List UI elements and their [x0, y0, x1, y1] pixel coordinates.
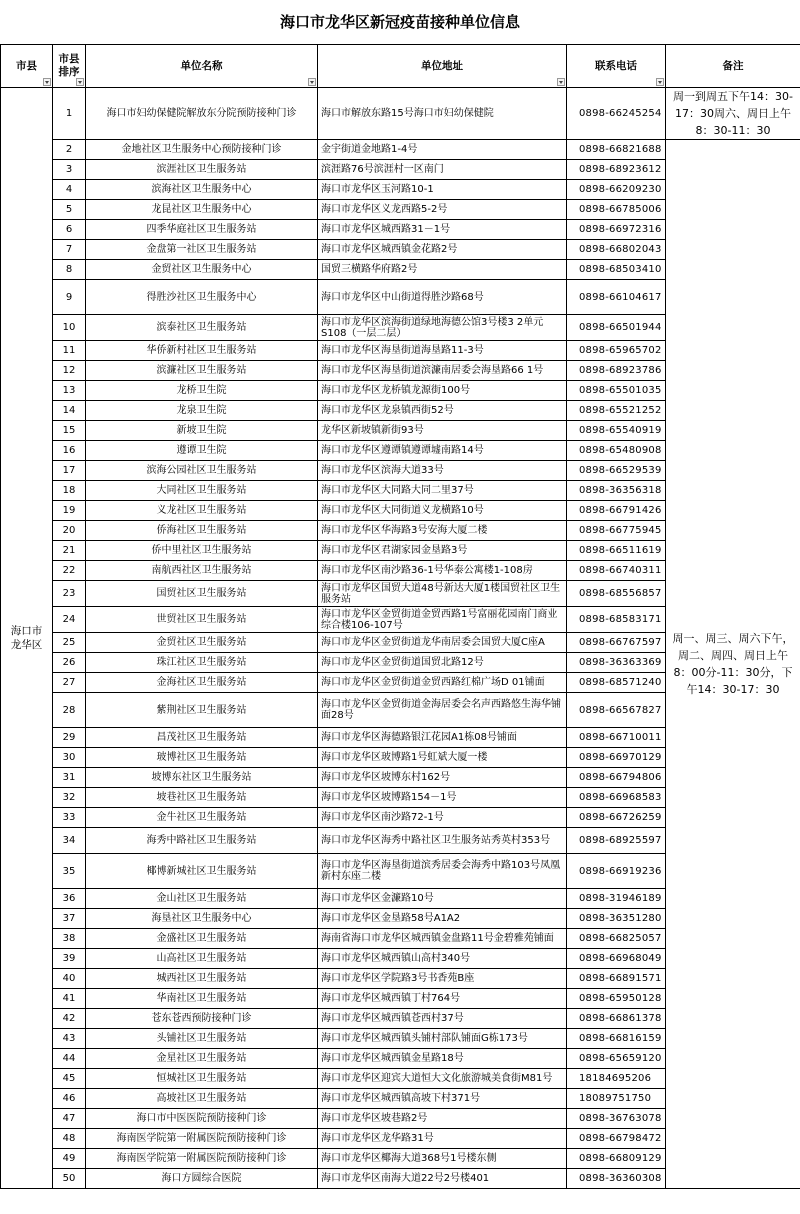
unit-address-cell: 海口市龙华区金濂路10号	[318, 889, 567, 909]
unit-name-cell: 金盘第一社区卫生服务站	[86, 240, 318, 260]
phone-cell: 0898-66794806	[567, 768, 666, 788]
unit-name-cell: 遵谭卫生院	[86, 441, 318, 461]
phone-cell: 0898-66861378	[567, 1009, 666, 1029]
phone-cell: 0898-66919236	[567, 854, 666, 889]
unit-address-cell: 海口市龙华区坡博东村162号	[318, 768, 567, 788]
unit-name-cell: 恒城社区卫生服务站	[86, 1069, 318, 1089]
header-name[interactable]: 单位名称	[86, 45, 318, 88]
header-county[interactable]: 市县	[1, 45, 53, 88]
unit-name-cell: 国贸社区卫生服务站	[86, 581, 318, 607]
filter-dropdown-icon[interactable]	[308, 78, 316, 86]
rank-cell: 22	[53, 561, 86, 581]
rank-cell: 40	[53, 969, 86, 989]
phone-cell: 0898-68923612	[567, 160, 666, 180]
unit-name-cell: 高坡社区卫生服务站	[86, 1089, 318, 1109]
unit-name-cell: 义龙社区卫生服务站	[86, 501, 318, 521]
unit-address-cell: 海口市龙华区玉河路10-1	[318, 180, 567, 200]
phone-cell: 0898-36763078	[567, 1109, 666, 1129]
unit-address-cell: 金宇街道金地路1-4号	[318, 140, 567, 160]
rank-cell: 41	[53, 989, 86, 1009]
phone-cell: 0898-65501035	[567, 381, 666, 401]
unit-name-cell: 滨濂社区卫生服务站	[86, 361, 318, 381]
rank-cell: 28	[53, 693, 86, 728]
unit-address-cell: 海口市龙华区海垦街道滨濂南居委会海垦路66 1号	[318, 361, 567, 381]
phone-cell: 0898-68556857	[567, 581, 666, 607]
phone-cell: 0898-66972316	[567, 220, 666, 240]
rank-cell: 14	[53, 401, 86, 421]
phone-cell: 0898-66968049	[567, 949, 666, 969]
phone-cell: 0898-36356318	[567, 481, 666, 501]
phone-cell: 0898-36360308	[567, 1169, 666, 1189]
rank-cell: 4	[53, 180, 86, 200]
phone-cell: 0898-66529539	[567, 461, 666, 481]
phone-cell: 0898-66511619	[567, 541, 666, 561]
unit-name-cell: 滨海公园社区卫生服务站	[86, 461, 318, 481]
rank-cell: 11	[53, 341, 86, 361]
rank-cell: 7	[53, 240, 86, 260]
rank-cell: 34	[53, 828, 86, 854]
rank-cell: 25	[53, 633, 86, 653]
unit-name-cell: 海口方圆综合医院	[86, 1169, 318, 1189]
unit-name-cell: 金海社区卫生服务站	[86, 673, 318, 693]
note-cell-schedule: 周一、周三、周六下午，周二、周四、周日上午8：00分-11：30分，下午14：30-17：30	[666, 140, 800, 1189]
unit-name-cell: 山高社区卫生服务站	[86, 949, 318, 969]
unit-address-cell: 海口市解放东路15号海口市妇幼保健院	[318, 88, 567, 140]
rank-cell: 36	[53, 889, 86, 909]
unit-name-cell: 龙昆社区卫生服务中心	[86, 200, 318, 220]
filter-dropdown-icon[interactable]	[656, 78, 664, 86]
unit-address-cell: 海口市龙华区金贸街道金贸西路1号富丽花园南门商业综合楼106-107号	[318, 607, 567, 633]
header-phone[interactable]: 联系电话	[567, 45, 666, 88]
unit-name-cell: 滨泰社区卫生服务站	[86, 315, 318, 341]
phone-cell: 0898-66567827	[567, 693, 666, 728]
rank-cell: 8	[53, 260, 86, 280]
unit-address-cell: 海口市龙华区中山街道得胜沙路68号	[318, 280, 567, 315]
rank-cell: 12	[53, 361, 86, 381]
unit-name-cell: 海口市中医医院预防接种门诊	[86, 1109, 318, 1129]
phone-cell: 0898-66104617	[567, 280, 666, 315]
unit-address-cell: 滨涯路76号滨涯村一区南门	[318, 160, 567, 180]
unit-address-cell: 海口市龙华区金贸街道金贸西路红棉广场D 01铺面	[318, 673, 567, 693]
unit-name-cell: 得胜沙社区卫生服务中心	[86, 280, 318, 315]
rank-cell: 2	[53, 140, 86, 160]
phone-cell: 0898-66726259	[567, 808, 666, 828]
unit-address-cell: 海口市龙华区玻博路1号虹斌大厦一楼	[318, 748, 567, 768]
phone-cell: 0898-68583171	[567, 607, 666, 633]
unit-name-cell: 华南社区卫生服务站	[86, 989, 318, 1009]
unit-name-cell: 头铺社区卫生服务站	[86, 1029, 318, 1049]
rank-cell: 48	[53, 1129, 86, 1149]
header-rank[interactable]: 市县 排序	[53, 45, 86, 88]
phone-cell: 0898-36351280	[567, 909, 666, 929]
unit-address-cell: 海口市龙华区金贸街道国贸北路12号	[318, 653, 567, 673]
unit-address-cell: 龙华区新坡镇新街93号	[318, 421, 567, 441]
filter-dropdown-icon[interactable]	[557, 78, 565, 86]
unit-address-cell: 海口市龙华区海垦街道滨秀居委会海秀中路103号凤凰新村东座二楼	[318, 854, 567, 889]
phone-cell: 0898-66809129	[567, 1149, 666, 1169]
unit-address-cell: 海口市龙华区海垦街道海垦路11-3号	[318, 341, 567, 361]
vaccination-sites-table	[0, 44, 800, 1189]
unit-name-cell: 坡博东社区卫生服务站	[86, 768, 318, 788]
unit-address-cell: 海口市龙华区南沙路72-1号	[318, 808, 567, 828]
rank-cell: 50	[53, 1169, 86, 1189]
phone-cell: 0898-65659120	[567, 1049, 666, 1069]
phone-cell: 0898-66825057	[567, 929, 666, 949]
unit-name-cell: 金贸社区卫生服务站	[86, 633, 318, 653]
phone-cell: 0898-66891571	[567, 969, 666, 989]
phone-cell: 0898-66970129	[567, 748, 666, 768]
phone-cell: 0898-66740311	[567, 561, 666, 581]
unit-address-cell: 国贸三横路华府路2号	[318, 260, 567, 280]
header-address[interactable]: 单位地址	[318, 45, 567, 88]
unit-address-cell: 海口市龙华区大同街道义龙横路10号	[318, 501, 567, 521]
unit-address-cell: 海口市龙华区华海路3号安海大厦二楼	[318, 521, 567, 541]
rank-cell: 5	[53, 200, 86, 220]
phone-cell: 18184695206	[567, 1069, 666, 1089]
filter-dropdown-icon[interactable]	[76, 78, 84, 86]
county-cell: 海口市 龙华区	[1, 88, 53, 1189]
unit-address-cell: 海口市龙华区海秀中路社区卫生服务站秀英村353号	[318, 828, 567, 854]
unit-address-cell: 海口市龙华区遵谭镇遵谭墟南路14号	[318, 441, 567, 461]
rank-cell: 33	[53, 808, 86, 828]
unit-name-cell: 海垦社区卫生服务中心	[86, 909, 318, 929]
phone-cell: 0898-66802043	[567, 240, 666, 260]
rank-cell: 18	[53, 481, 86, 501]
rank-cell: 46	[53, 1089, 86, 1109]
unit-address-cell: 海口市龙华区龙桥镇龙源街100号	[318, 381, 567, 401]
phone-cell: 0898-68503410	[567, 260, 666, 280]
unit-name-cell: 金盛社区卫生服务站	[86, 929, 318, 949]
unit-address-cell: 海口市龙华区大同路大同二里37号	[318, 481, 567, 501]
rank-cell: 26	[53, 653, 86, 673]
unit-name-cell: 椰博新城社区卫生服务站	[86, 854, 318, 889]
header-note[interactable]: 备注	[666, 45, 800, 88]
unit-address-cell: 海口市龙华区城西镇山高村340号	[318, 949, 567, 969]
unit-name-cell: 海南医学院第一附属医院预防接种门诊	[86, 1149, 318, 1169]
rank-cell: 37	[53, 909, 86, 929]
unit-name-cell: 海口市妇幼保健院解放东分院预防接种门诊	[86, 88, 318, 140]
phone-cell: 0898-65540919	[567, 421, 666, 441]
phone-cell: 0898-65521252	[567, 401, 666, 421]
rank-cell: 9	[53, 280, 86, 315]
rank-cell: 45	[53, 1069, 86, 1089]
rank-cell: 6	[53, 220, 86, 240]
table-row	[1, 140, 800, 160]
unit-name-cell: 海南医学院第一附属医院预防接种门诊	[86, 1129, 318, 1149]
unit-address-cell: 海口市龙华区坡巷路2号	[318, 1109, 567, 1129]
rank-cell: 42	[53, 1009, 86, 1029]
phone-cell: 0898-66785006	[567, 200, 666, 220]
unit-address-cell: 海口市龙华区迎宾大道恒大文化旅游城美食街M81号	[318, 1069, 567, 1089]
phone-cell: 0898-65950128	[567, 989, 666, 1009]
unit-name-cell: 海秀中路社区卫生服务站	[86, 828, 318, 854]
phone-cell: 0898-66816159	[567, 1029, 666, 1049]
unit-name-cell: 玻博社区卫生服务站	[86, 748, 318, 768]
unit-address-cell: 海口市龙华区城西镇金花路2号	[318, 240, 567, 260]
rank-cell: 3	[53, 160, 86, 180]
rank-cell: 31	[53, 768, 86, 788]
rank-cell: 17	[53, 461, 86, 481]
unit-address-cell: 海口市龙华区南海大道22号2号楼401	[318, 1169, 567, 1189]
unit-address-cell: 海口市龙华区义龙西路5-2号	[318, 200, 567, 220]
unit-name-cell: 金山社区卫生服务站	[86, 889, 318, 909]
unit-name-cell: 侨中里社区卫生服务站	[86, 541, 318, 561]
unit-address-cell: 海口市龙华区滨海街道绿地海德公馆3号楼3 2单元S108（一层二层）	[318, 315, 567, 341]
unit-name-cell: 世贸社区卫生服务站	[86, 607, 318, 633]
phone-cell: 0898-66245254	[567, 88, 666, 140]
unit-name-cell: 坡巷社区卫生服务站	[86, 788, 318, 808]
phone-cell: 0898-66968583	[567, 788, 666, 808]
unit-name-cell: 华侨新村社区卫生服务站	[86, 341, 318, 361]
rank-cell: 29	[53, 728, 86, 748]
rank-cell: 19	[53, 501, 86, 521]
unit-address-cell: 海口市龙华区学院路3号书香苑B座	[318, 969, 567, 989]
unit-name-cell: 龙泉卫生院	[86, 401, 318, 421]
phone-cell: 18089751750	[567, 1089, 666, 1109]
unit-address-cell: 海南省海口市龙华区城西镇金盘路11号金碧雅苑铺面	[318, 929, 567, 949]
unit-address-cell: 海口市龙华区坡博路154－1号	[318, 788, 567, 808]
unit-address-cell: 海口市龙华区城西镇苍西村37号	[318, 1009, 567, 1029]
unit-name-cell: 金地社区卫生服务中心预防接种门诊	[86, 140, 318, 160]
unit-name-cell: 金星社区卫生服务站	[86, 1049, 318, 1069]
phone-cell: 0898-36363369	[567, 653, 666, 673]
phone-cell: 0898-66710011	[567, 728, 666, 748]
rank-cell: 44	[53, 1049, 86, 1069]
phone-cell: 0898-66209230	[567, 180, 666, 200]
table-row	[1, 88, 800, 140]
rank-cell: 23	[53, 581, 86, 607]
rank-cell: 47	[53, 1109, 86, 1129]
unit-address-cell: 海口市龙华区金贸街道龙华南居委会国贸大厦C座A	[318, 633, 567, 653]
rank-cell: 1	[53, 88, 86, 140]
phone-cell: 0898-68923786	[567, 361, 666, 381]
unit-name-cell: 金贸社区卫生服务中心	[86, 260, 318, 280]
rank-cell: 49	[53, 1149, 86, 1169]
phone-cell: 0898-31946189	[567, 889, 666, 909]
phone-cell: 0898-66791426	[567, 501, 666, 521]
unit-name-cell: 四季华庭社区卫生服务站	[86, 220, 318, 240]
unit-name-cell: 滨海社区卫生服务中心	[86, 180, 318, 200]
unit-address-cell: 海口市龙华区金贸街道金海居委会名声西路悠生海华铺面28号	[318, 693, 567, 728]
unit-address-cell: 海口市龙华区城西镇高坡下村371号	[318, 1089, 567, 1109]
unit-address-cell: 海口市龙华区椰海大道368号1号楼东侧	[318, 1149, 567, 1169]
unit-name-cell: 苍东苍西预防接种门诊	[86, 1009, 318, 1029]
unit-name-cell: 龙桥卫生院	[86, 381, 318, 401]
unit-address-cell: 海口市龙华区海德路银江花园A1栋08号铺面	[318, 728, 567, 748]
unit-address-cell: 海口市龙华区城西镇金星路18号	[318, 1049, 567, 1069]
phone-cell: 0898-66775945	[567, 521, 666, 541]
phone-cell: 0898-65965702	[567, 341, 666, 361]
unit-name-cell: 新坡卫生院	[86, 421, 318, 441]
unit-address-cell: 海口市龙华区滨海大道33号	[318, 461, 567, 481]
unit-address-cell: 海口市龙华区龙华路31号	[318, 1129, 567, 1149]
phone-cell: 0898-66767597	[567, 633, 666, 653]
rank-cell: 24	[53, 607, 86, 633]
unit-name-cell: 南航西社区卫生服务站	[86, 561, 318, 581]
unit-address-cell: 海口市龙华区君湖家园金垦路3号	[318, 541, 567, 561]
rank-cell: 27	[53, 673, 86, 693]
unit-name-cell: 金牛社区卫生服务站	[86, 808, 318, 828]
phone-cell: 0898-68925597	[567, 828, 666, 854]
unit-name-cell: 滨涯社区卫生服务站	[86, 160, 318, 180]
unit-name-cell: 侨海社区卫生服务站	[86, 521, 318, 541]
unit-address-cell: 海口市龙华区南沙路36-1号华泰公寓楼1-108房	[318, 561, 567, 581]
rank-cell: 35	[53, 854, 86, 889]
rank-cell: 43	[53, 1029, 86, 1049]
header-row	[1, 45, 800, 88]
unit-name-cell: 城西社区卫生服务站	[86, 969, 318, 989]
rank-cell: 39	[53, 949, 86, 969]
rank-cell: 30	[53, 748, 86, 768]
unit-address-cell: 海口市龙华区龙泉镇西街52号	[318, 401, 567, 421]
rank-cell: 20	[53, 521, 86, 541]
rank-cell: 16	[53, 441, 86, 461]
phone-cell: 0898-66798472	[567, 1129, 666, 1149]
filter-dropdown-icon[interactable]	[43, 78, 51, 86]
rank-cell: 38	[53, 929, 86, 949]
rank-cell: 10	[53, 315, 86, 341]
unit-name-cell: 昌茂社区卫生服务站	[86, 728, 318, 748]
unit-name-cell: 大同社区卫生服务站	[86, 481, 318, 501]
rank-cell: 21	[53, 541, 86, 561]
phone-cell: 0898-66501944	[567, 315, 666, 341]
unit-address-cell: 海口市龙华区国贸大道48号新达大厦1楼国贸社区卫生服务站	[318, 581, 567, 607]
unit-address-cell: 海口市龙华区城西镇头铺村部队铺面G栋173号	[318, 1029, 567, 1049]
unit-name-cell: 珠江社区卫生服务站	[86, 653, 318, 673]
unit-address-cell: 海口市龙华区城西镇丁村764号	[318, 989, 567, 1009]
phone-cell: 0898-65480908	[567, 441, 666, 461]
phone-cell: 0898-68571240	[567, 673, 666, 693]
unit-address-cell: 海口市龙华区城西路31－1号	[318, 220, 567, 240]
unit-name-cell: 紫荆社区卫生服务站	[86, 693, 318, 728]
note-cell-weekday: 周一到周五下午14：30-17：30周六、周日上午8：30-11：30	[666, 88, 800, 140]
page-title: 海口市龙华区新冠疫苗接种单位信息	[279, 13, 520, 31]
unit-address-cell: 海口市龙华区金垦路58号A1A2	[318, 909, 567, 929]
phone-cell: 0898-66821688	[567, 140, 666, 160]
rank-cell: 13	[53, 381, 86, 401]
rank-cell: 32	[53, 788, 86, 808]
rank-cell: 15	[53, 421, 86, 441]
